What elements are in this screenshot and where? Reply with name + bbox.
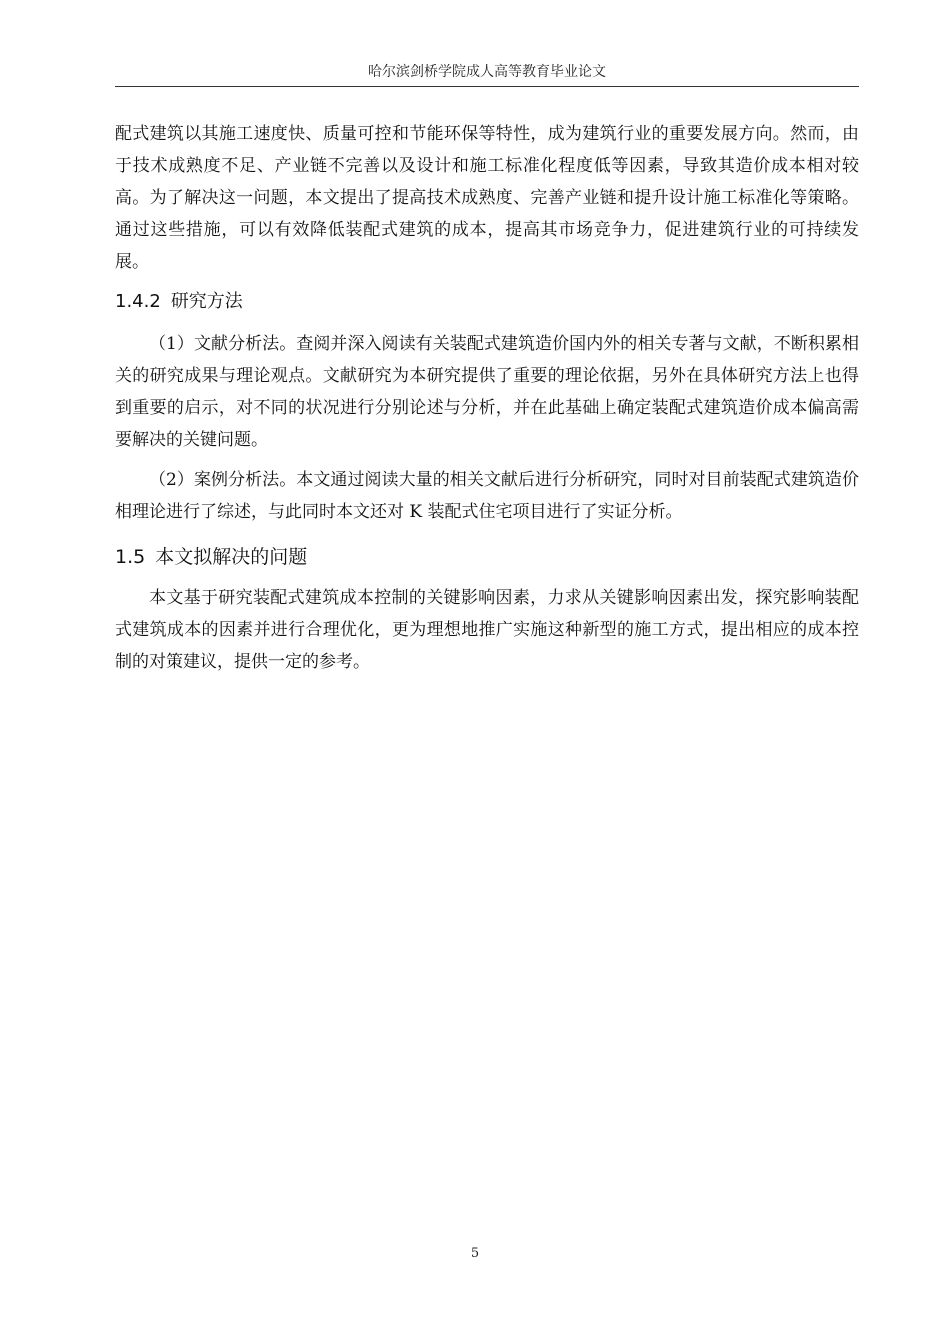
section-title: 研究方法 bbox=[170, 291, 243, 312]
page-content bbox=[115, 118, 859, 678]
page-header: 哈尔滨剑桥学院成人高等教育毕业论文 bbox=[368, 64, 606, 80]
section-number: 1.5 bbox=[115, 546, 146, 568]
paragraph-method-case: （2）案例分析法。本文通过阅读大量的相关文献后进行分析研究，同时对目前装配式建筑造价相理论进行了综述，与此同时本文还对 K 装配式住宅项目进行了实证分析。 bbox=[115, 470, 859, 522]
section-number: 1.4.2 bbox=[115, 291, 161, 312]
paragraph-problem: 本文基于研究装配式建筑成本控制的关键影响因素，力求从关键影响因素出发，探究影响装配式建筑成本的因素并进行合理优化，更为理想地推广实施这种新型的施工方式，提出相应的成本控制的对策建议，提供一定的参考。 bbox=[115, 588, 859, 672]
header-divider bbox=[115, 86, 859, 87]
page-number: 5 bbox=[470, 1246, 480, 1261]
section-heading-1-4-2 bbox=[115, 288, 859, 316]
section-heading-1-5 bbox=[115, 542, 859, 572]
paragraph-gap bbox=[115, 456, 859, 464]
paragraph-method-literature: （1）文献分析法。查阅并深入阅读有关装配式建筑造价国内外的相关专著与文献，不断积累相关的研究成果与理论观点。文献研究为本研究提供了重要的理论依据，另外在具体研究方法上也得到重要的启示，对不同的状况进行分别论述与分析，并在此基础上确定装配式建筑造价成本偏高需要解决的关键问题。 bbox=[115, 334, 859, 450]
section-title: 本文拟解决的问题 bbox=[155, 546, 308, 568]
paragraph-intro: 配式建筑以其施工速度快、质量可控和节能环保等特性，成为建筑行业的重要发展方向。然而，由于技术成熟度不足、产业链不完善以及设计和施工标准化程度低等因素，导致其造价成本相对较高。为了解决这一问题，本文提出了提高技术成熟度、完善产业链和提升设计施工标准化等策略。通过这些措施，可以有效降低装配式建筑的成本，提高其市场竞争力，促进建筑行业的可持续发展。 bbox=[115, 124, 859, 272]
